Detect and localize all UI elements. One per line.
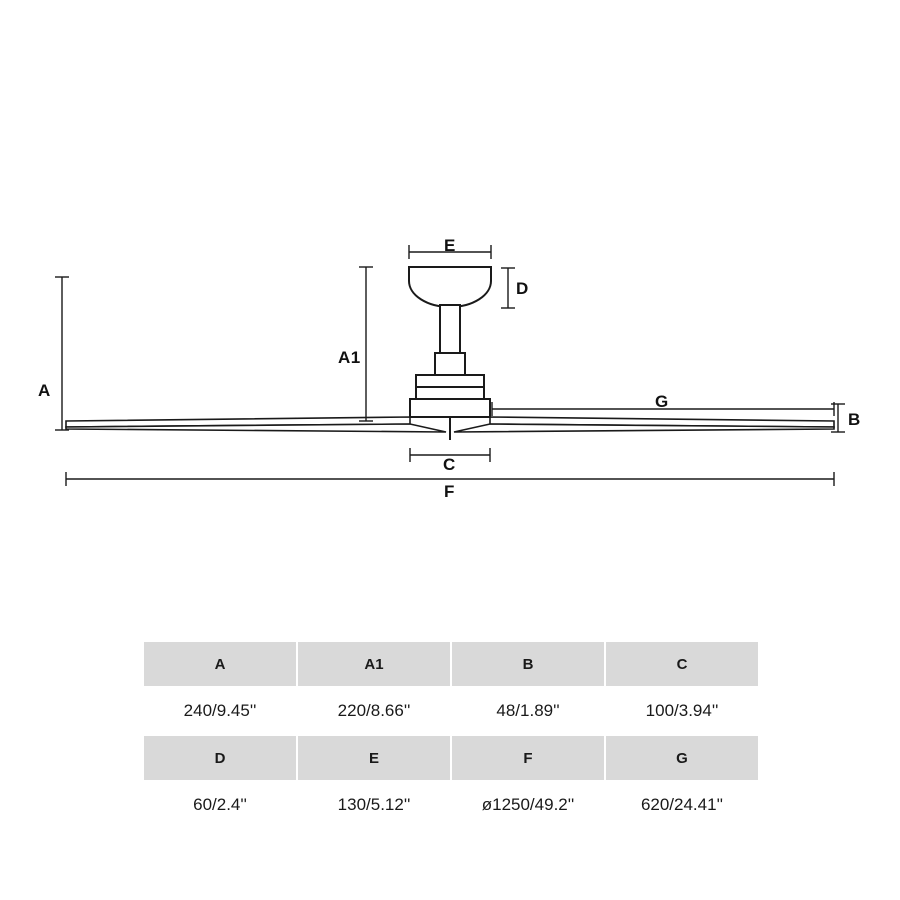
dimension-spec-table xyxy=(142,640,760,830)
table-header-cell: A xyxy=(143,641,297,687)
dimension-label-G: G xyxy=(655,392,669,411)
table-value-cell: 240/9.45'' xyxy=(143,687,297,735)
dimension-label-C: C xyxy=(443,455,456,474)
dimension-label-F: F xyxy=(444,482,455,501)
fan-canopy xyxy=(409,267,491,307)
dimension-label-D: D xyxy=(516,279,529,298)
table-header-cell: E xyxy=(297,735,451,781)
table-header-cell: C xyxy=(605,641,759,687)
table-row-headers-2 xyxy=(143,735,759,781)
table-value-cell: 620/24.41'' xyxy=(605,781,759,829)
fan-downrod xyxy=(440,305,460,353)
table-value-cell: ø1250/49.2'' xyxy=(451,781,605,829)
fan-blade-right xyxy=(454,417,834,432)
table-value-cell: 220/8.66'' xyxy=(297,687,451,735)
table-header-cell: G xyxy=(605,735,759,781)
dimension-line-D xyxy=(501,268,515,308)
fan-motor-housing xyxy=(410,375,490,417)
table-row-values-1 xyxy=(143,687,759,735)
dimension-line-A xyxy=(55,277,69,430)
dimension-label-E: E xyxy=(444,236,456,255)
dimension-line-A1 xyxy=(359,267,373,421)
dimension-label-B: B xyxy=(848,410,861,429)
table-row-headers-1 xyxy=(143,641,759,687)
dimension-label-A: A xyxy=(38,381,51,400)
table-header-cell: B xyxy=(451,641,605,687)
table-value-cell: 60/2.4'' xyxy=(143,781,297,829)
dimension-label-A1: A1 xyxy=(338,348,361,367)
table-value-cell: 100/3.94'' xyxy=(605,687,759,735)
fan-blade-left xyxy=(66,417,446,432)
table-header-cell: F xyxy=(451,735,605,781)
table-value-cell: 130/5.12'' xyxy=(297,781,451,829)
table-header-cell: D xyxy=(143,735,297,781)
fan-coupling xyxy=(435,353,465,375)
table-value-cell: 48/1.89'' xyxy=(451,687,605,735)
table-row-values-2 xyxy=(143,781,759,829)
table-header-cell: A1 xyxy=(297,641,451,687)
